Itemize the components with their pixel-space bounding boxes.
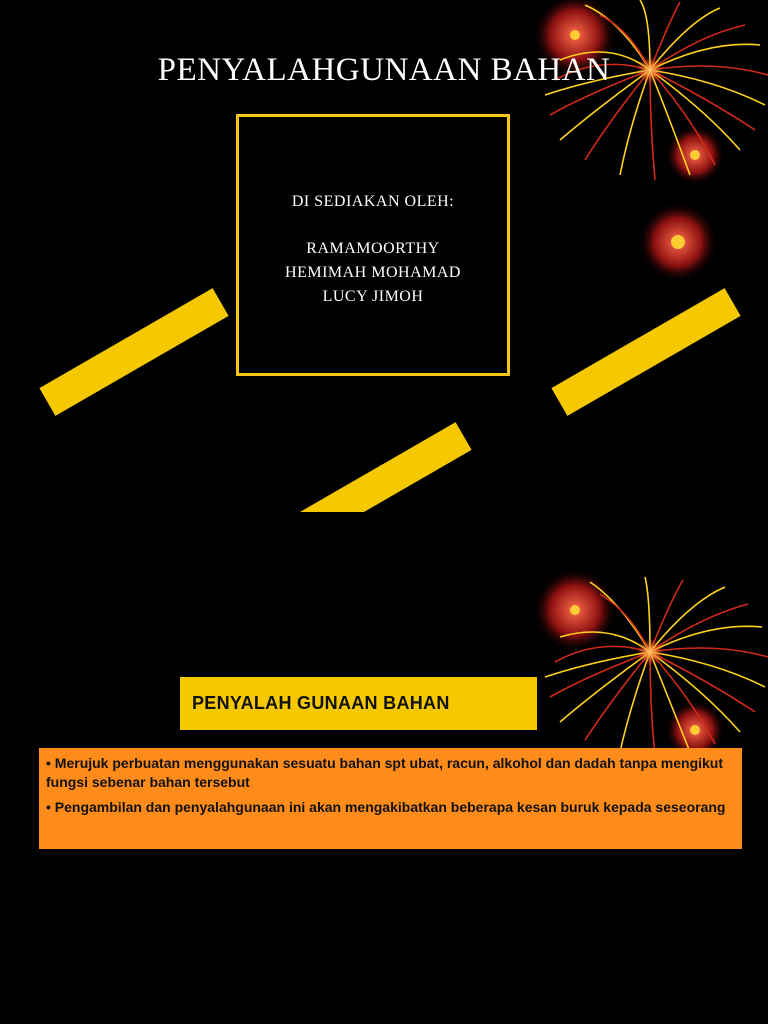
credits-box [236,114,510,376]
slide-title: PENYALAHGUNAAN BAHAN [157,52,611,88]
bullet-item: • Pengambilan dan penyalahgunaan ini akan mengakibatkan beberapa kesan buruk kepada seseorang [46,799,726,815]
credits-heading: DI SEDIAKAN OLEH: [291,193,455,210]
firework-icon [533,0,768,282]
slide-2 [0,512,768,1024]
content-box [39,748,742,849]
yellow-bar-center [282,422,471,512]
firework-icon [533,568,768,760]
yellow-bar-right [551,288,740,416]
credit-name: HEMIMAH MOHAMAD [285,264,461,281]
section-heading: PENYALAH GUNAAN BAHAN [180,677,537,730]
credits-names [239,237,507,309]
credit-name: LUCY JIMOH [322,288,424,305]
credit-name: RAMAMOORTHY [306,240,440,257]
yellow-bar-left [39,288,228,416]
bullet-item: • Merujuk perbuatan menggunakan sesuatu bahan spt ubat, racun, alkohol dan dadah tanpa mengikut fungsi sebenar bahan tersebut [46,755,724,790]
